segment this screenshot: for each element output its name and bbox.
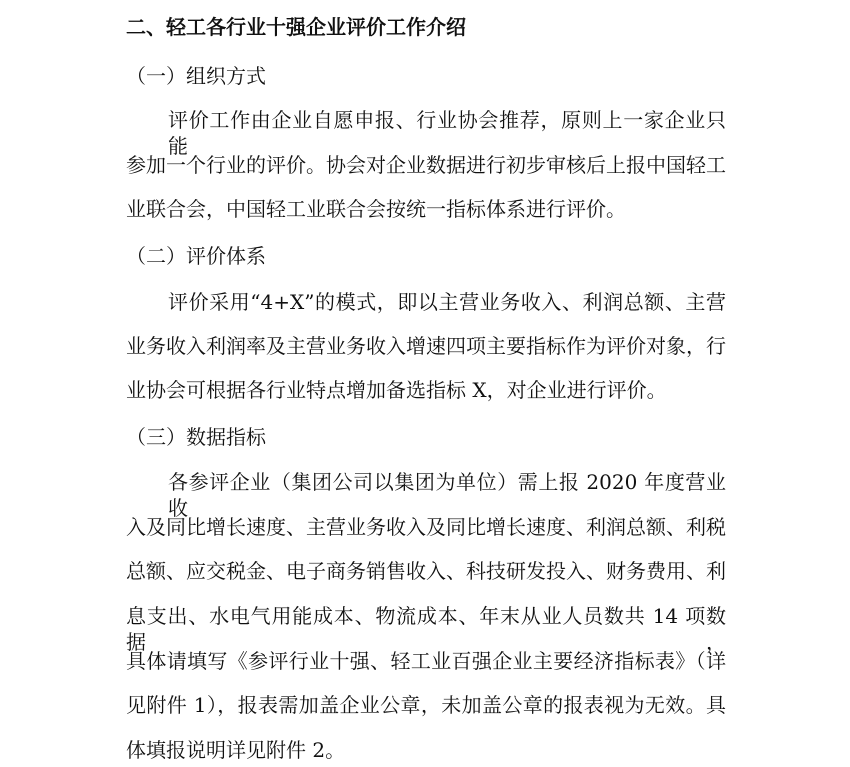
- paragraph-line: 入及同比增长速度、主营业务收入及同比增长速度、利润总额、利税: [126, 515, 726, 539]
- paragraph-line: 评价采用“4+X”的模式，即以主营业务收入、利润总额、主营: [168, 290, 726, 314]
- paragraph-line: 业联合会，中国轻工业联合会按统一指标体系进行评价。: [126, 197, 626, 221]
- paragraph-line: 具体请填写《参评行业十强、轻工业百强企业主要经济指标表》（详: [126, 649, 726, 673]
- paragraph-line: 总额、应交税金、电子商务销售收入、科技研发投入、财务费用、利: [126, 559, 726, 583]
- subsection-heading-evaluation-system: （二）评价体系: [126, 244, 266, 268]
- paragraph-line: 业协会可根据各行业特点增加备选指标 X，对企业进行评价。: [126, 378, 667, 402]
- section-title: 二、轻工各行业十强企业评价工作介绍: [126, 15, 466, 39]
- paragraph-line: 业务收入利润率及主营业务收入增速四项主要指标作为评价对象，行: [126, 334, 726, 358]
- paragraph-line: 评价工作由企业自愿申报、行业协会推荐，原则上一家企业只能: [168, 108, 726, 158]
- paragraph-line: 息支出、水电气用能成本、物流成本、年末从业人员数共 14 项数据，: [126, 604, 726, 654]
- subsection-heading-data-indicators: （三）数据指标: [126, 425, 266, 449]
- subsection-heading-organization: （一）组织方式: [126, 64, 266, 88]
- paragraph-line: 见附件 1），报表需加盖企业公章，未加盖公章的报表视为无效。具: [126, 693, 726, 717]
- paragraph-line: 各参评企业（集团公司以集团为单位）需上报 2020 年度营业收: [168, 470, 726, 520]
- paragraph-line: 参加一个行业的评价。协会对企业数据进行初步审核后上报中国轻工: [126, 153, 726, 177]
- paragraph-line: 体填报说明详见附件 2。: [126, 738, 346, 762]
